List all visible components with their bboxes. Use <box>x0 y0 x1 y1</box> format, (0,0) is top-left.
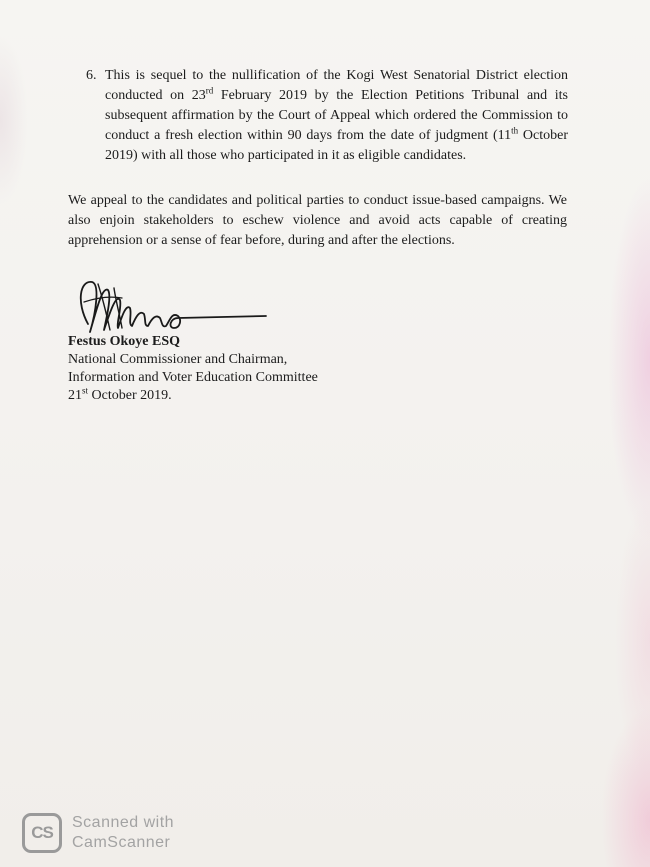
item-text-part-c: October 2019) with all those who participated in it as eligible candidates. <box>105 128 569 163</box>
camscanner-watermark <box>22 810 174 856</box>
date-rest: October 2019. <box>88 388 172 403</box>
watermark-line-2: CamScanner <box>72 834 171 851</box>
ordinal-suffix: th <box>511 125 519 136</box>
signatory-title-line-2: Information and Voter Education Committee <box>68 370 318 385</box>
ordinal-suffix: rd <box>205 85 214 96</box>
signature-block <box>68 333 318 405</box>
numbered-paragraph-6 <box>86 66 568 166</box>
date-day: 21 <box>68 388 82 403</box>
handwritten-signature <box>66 272 276 342</box>
ordinal-suffix: st <box>82 385 89 396</box>
signatory-title-line-1: National Commissioner and Chairman, <box>68 352 288 367</box>
item-number: 6. <box>86 68 97 83</box>
item-text <box>105 66 568 166</box>
signature-date <box>68 387 318 405</box>
item-text-part-b: February 2019 by the Election Petitions Tribunal and its subsequent affirmation by the Court of Appeal which ordered the Commission to conduct a fresh election within 90 days from the date of judgment (11 <box>105 88 569 143</box>
signatory-name: Festus Okoye ESQ <box>68 334 181 349</box>
item-text-part-a: This is sequel to the nullification of the Kogi West Senatorial District election conducted on 23 <box>105 68 568 103</box>
watermark-line-1: Scanned with <box>72 814 175 831</box>
closing-paragraph: We appeal to the candidates and political parties to conduct issue-based campaigns. We also enjoin stakeholders to eschew violence and avoid acts capable of creating apprehension or a sense of fear before, during and after the elections. <box>68 193 567 248</box>
camscanner-logo-icon: CS <box>22 813 62 853</box>
watermark-text <box>72 813 174 853</box>
